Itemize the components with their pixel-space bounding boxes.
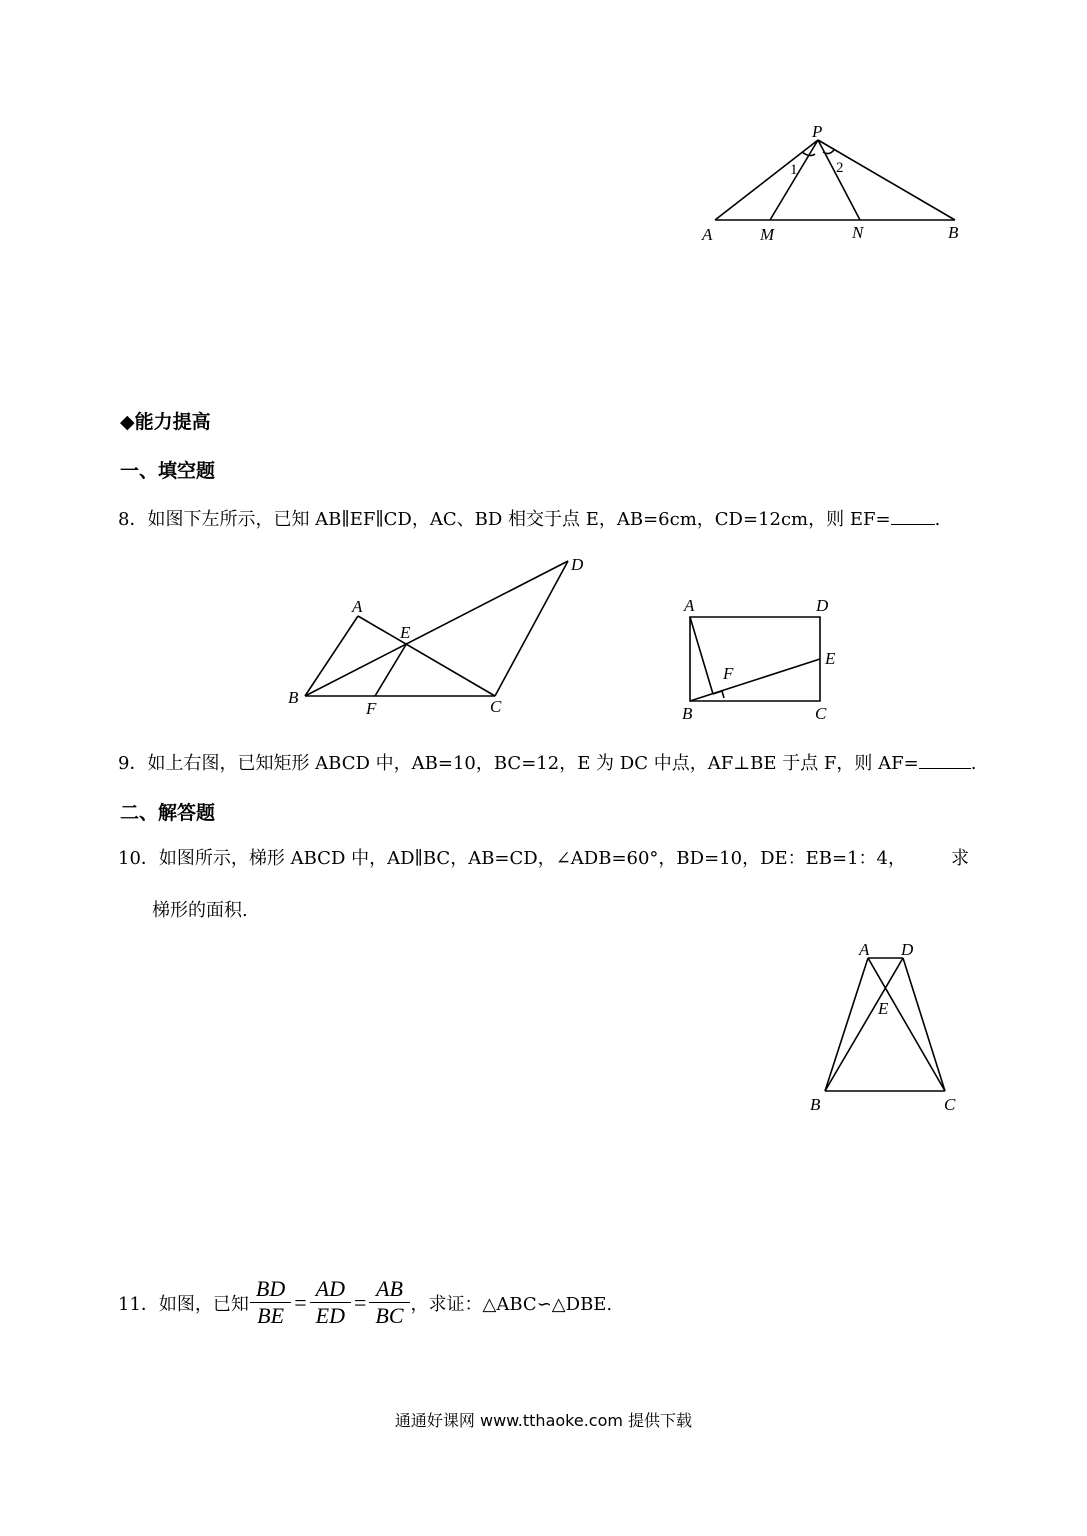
question-8-text: 8．如图下左所示，已知 AB∥EF∥CD，AC、BD 相交于点 E，AB=6cm，CD=12cm，则 EF= (118, 509, 891, 530)
segment-cd (495, 561, 568, 696)
label-a: A (702, 225, 713, 244)
rectangle-abcd (690, 617, 820, 701)
label-e: E (400, 623, 411, 642)
fraction-1-denominator: BE (257, 1303, 285, 1328)
segment-ef (375, 643, 407, 696)
fraction-2-denominator: ED (315, 1303, 345, 1328)
figure-q8 (280, 550, 600, 725)
right-angle-mark (713, 691, 724, 698)
question-11 (118, 1276, 612, 1329)
label-c: C (944, 1095, 956, 1114)
figure-triangle-pmn (690, 120, 980, 250)
question-8-answer-blank[interactable] (891, 506, 935, 525)
label-a: A (352, 597, 363, 616)
label-p: P (812, 122, 823, 141)
ability-section-title: ◆能力提高 (120, 411, 211, 433)
label-d: D (901, 940, 914, 959)
question-9-end: . (970, 753, 977, 774)
fraction-3-denominator: BC (375, 1303, 404, 1328)
label-d: D (571, 555, 584, 574)
question-10-text: 10．如图所示，梯形 ABCD 中，AD∥BC，AB=CD，∠ADB=60°，BD=10，DE：EB=1：4， (118, 848, 906, 869)
label-f: F (723, 664, 734, 683)
label-b: B (948, 223, 959, 242)
segment-ab (825, 958, 868, 1091)
question-8-end: . (934, 509, 941, 530)
question-9-text: 9．如上右图，已知矩形 ABCD 中，AB=10，BC=12，E 为 DC 中点，AF⊥BE 于点 F，则 AF= (118, 753, 919, 774)
label-m: M (760, 225, 775, 244)
label-angle-1: 1 (790, 162, 798, 178)
answer-section-title: 二、解答题 (120, 802, 216, 824)
fraction-3-numerator: AB (376, 1276, 403, 1301)
label-angle-2: 2 (836, 160, 844, 176)
fraction-bd-be (253, 1276, 288, 1329)
question-10-line-end: 求 (951, 848, 969, 869)
segment-af (690, 617, 713, 694)
figure-q9 (675, 592, 855, 727)
label-a: A (684, 596, 695, 615)
label-a: A (859, 940, 870, 959)
segment-ac (868, 958, 945, 1091)
equals-sign-2: = (353, 1289, 367, 1315)
question-10-line-1 (118, 847, 969, 871)
segment-dc (903, 958, 945, 1091)
question-11-prefix: 11．如图，已知 (118, 1293, 249, 1315)
question-11-suffix: ，求证：△ABC∽△DBE. (410, 1293, 613, 1315)
label-n: N (852, 223, 864, 242)
question-8 (118, 506, 969, 532)
label-b: B (810, 1095, 821, 1114)
question-9 (118, 750, 977, 776)
fill-blank-section-title: 一、填空题 (120, 460, 216, 482)
label-b: B (682, 704, 693, 723)
equals-sign-1: = (294, 1289, 307, 1315)
label-b: B (288, 688, 299, 707)
segment-bd (305, 561, 568, 696)
label-e: E (825, 649, 836, 668)
fraction-ad-ed (313, 1276, 348, 1329)
question-9-answer-blank[interactable] (919, 750, 971, 769)
angle-1-arc (802, 152, 815, 156)
label-c: C (815, 704, 827, 723)
segment-bd (825, 958, 903, 1091)
segment-ac (358, 616, 495, 696)
fraction-ab-bc (372, 1276, 406, 1329)
footer-credit: 通通好课网 www.tthaoke.com 提供下载 (394, 1411, 693, 1430)
fraction-2-numerator: AD (315, 1276, 345, 1301)
label-f: F (366, 699, 377, 718)
segment-pm (770, 140, 818, 220)
figure-q10 (805, 938, 975, 1118)
fraction-1-numerator: BD (255, 1276, 286, 1301)
segment-ba (305, 616, 358, 696)
label-e: E (878, 999, 889, 1018)
label-c: C (490, 697, 502, 716)
question-10-line-2: 梯形的面积. (152, 900, 248, 921)
label-d: D (816, 596, 829, 615)
